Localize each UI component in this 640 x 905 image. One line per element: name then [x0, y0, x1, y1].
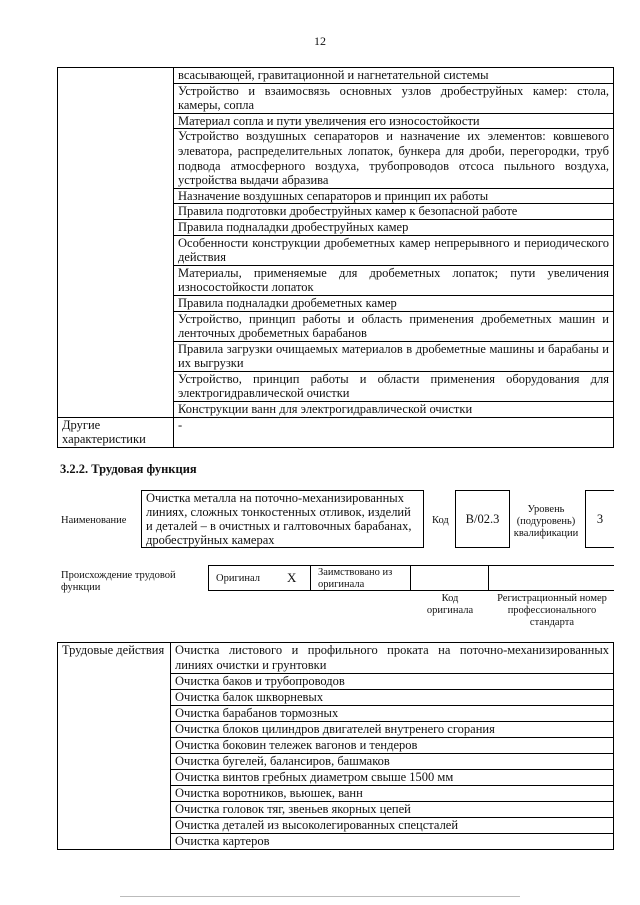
divider: [488, 565, 489, 591]
action-item: Очистка барабанов тормозных: [171, 706, 614, 722]
other-characteristics-value: -: [174, 417, 614, 447]
reg-caption: Регистрационный номер профессионального стандарта: [497, 593, 607, 628]
page-number: 12: [314, 34, 326, 48]
original-label: Оригинал: [216, 573, 260, 584]
code-label: Код: [432, 515, 449, 526]
empty-label-cell: [58, 68, 174, 418]
function-name-box: Очистка металла на поточно-механизированных линиях, сложных тонкостенных отливок, изделий и деталей – в очистных и галтовочных барабанах, дробеструйных камерах: [141, 490, 424, 548]
code-box: В/02.3: [455, 490, 510, 548]
name-label: Наименование: [61, 515, 127, 526]
scan-artifact: [120, 896, 520, 897]
level-label: Уровень (подуровень) квалификации: [513, 504, 579, 539]
action-item: Очистка баков и трубопроводов: [171, 674, 614, 690]
action-item: Очистка головок тяг, звеньев якорных цепей: [171, 802, 614, 818]
knowledge-item: Устройство воздушных сепараторов и назначение их элементов: ковшевого элеватора, распределительных лопаток, бункера для дроби, перегородки, труб подвода атмосферного воздуха, трубопроводов отсоса пыльного воздуха, устройства выдачи абразива: [174, 129, 614, 188]
knowledge-item: Конструкции ванн для электрогидравлической очистки: [174, 402, 614, 418]
knowledge-item: Правила подналадки дробеструйных камер: [174, 219, 614, 235]
knowledge-item: Материал сопла и пути увеличения его износостойкости: [174, 113, 614, 129]
table-row: [58, 643, 614, 674]
knowledge-item: Правила загрузки очищаемых материалов в дробеметные машины и барабаны и их выгрузки: [174, 341, 614, 371]
knowledge-item: Устройство, принцип работы и область применения дробеметных машин и ленточных дробеметных барабанов: [174, 311, 614, 341]
knowledge-item: всасывающей, гравитационной и нагнетательной системы: [174, 68, 614, 84]
code-caption: Код оригинала: [426, 593, 474, 616]
table-row: [58, 417, 614, 447]
action-item: Очистка бугелей, балансиров, башмаков: [171, 754, 614, 770]
borrowed-label: Заимствовано из оригинала: [318, 567, 393, 590]
action-item: Очистка боковин тележек вагонов и тендеров: [171, 738, 614, 754]
action-item: Очистка картеров: [171, 834, 614, 850]
actions-label: Трудовые действия: [58, 643, 171, 850]
knowledge-item: Правила подналадки дробеметных камер: [174, 295, 614, 311]
action-item: Очистка балок шкворневых: [171, 690, 614, 706]
knowledge-item: Правила подготовки дробеструйных камер к безопасной работе: [174, 204, 614, 220]
original-mark: X: [287, 570, 297, 585]
divider: [410, 565, 411, 591]
action-item: Очистка воротников, вьюшек, ванн: [171, 786, 614, 802]
actions-table: [57, 642, 614, 850]
knowledge-item: Устройство, принцип работы и области применения оборудования для электрогидравлической очистки: [174, 371, 614, 401]
level-box: 3: [585, 490, 614, 548]
action-item: Очистка винтов гребных диаметром свыше 1500 мм: [171, 770, 614, 786]
action-item: Очистка листового и профильного проката на поточно-механизированных линиях очистки и грунтовки: [171, 643, 614, 674]
knowledge-item: Назначение воздушных сепараторов и принцип их работы: [174, 188, 614, 204]
divider: [310, 565, 311, 591]
origin-label: Происхождение трудовой функции: [61, 570, 176, 593]
table-row: [58, 68, 614, 84]
origin-frame: [208, 565, 614, 591]
knowledge-item: Материалы, применяемые для дробеметных лопаток; пути увеличения износостойкости лопаток: [174, 265, 614, 295]
other-characteristics-label: Другие характеристики: [58, 417, 174, 447]
action-item: Очистка деталей из высоколегированных спецсталей: [171, 818, 614, 834]
knowledge-table: [57, 67, 614, 448]
knowledge-item: Особенности конструкции дробеметных камер непрерывного и периодического действия: [174, 235, 614, 265]
action-item: Очистка блоков цилиндров двигателей внутренего сгорания: [171, 722, 614, 738]
section-title: 3.2.2. Трудовая функция: [60, 462, 197, 476]
knowledge-item: Устройство и взаимосвязь основных узлов дробеструйных камер: стола, камеры, сопла: [174, 83, 614, 113]
